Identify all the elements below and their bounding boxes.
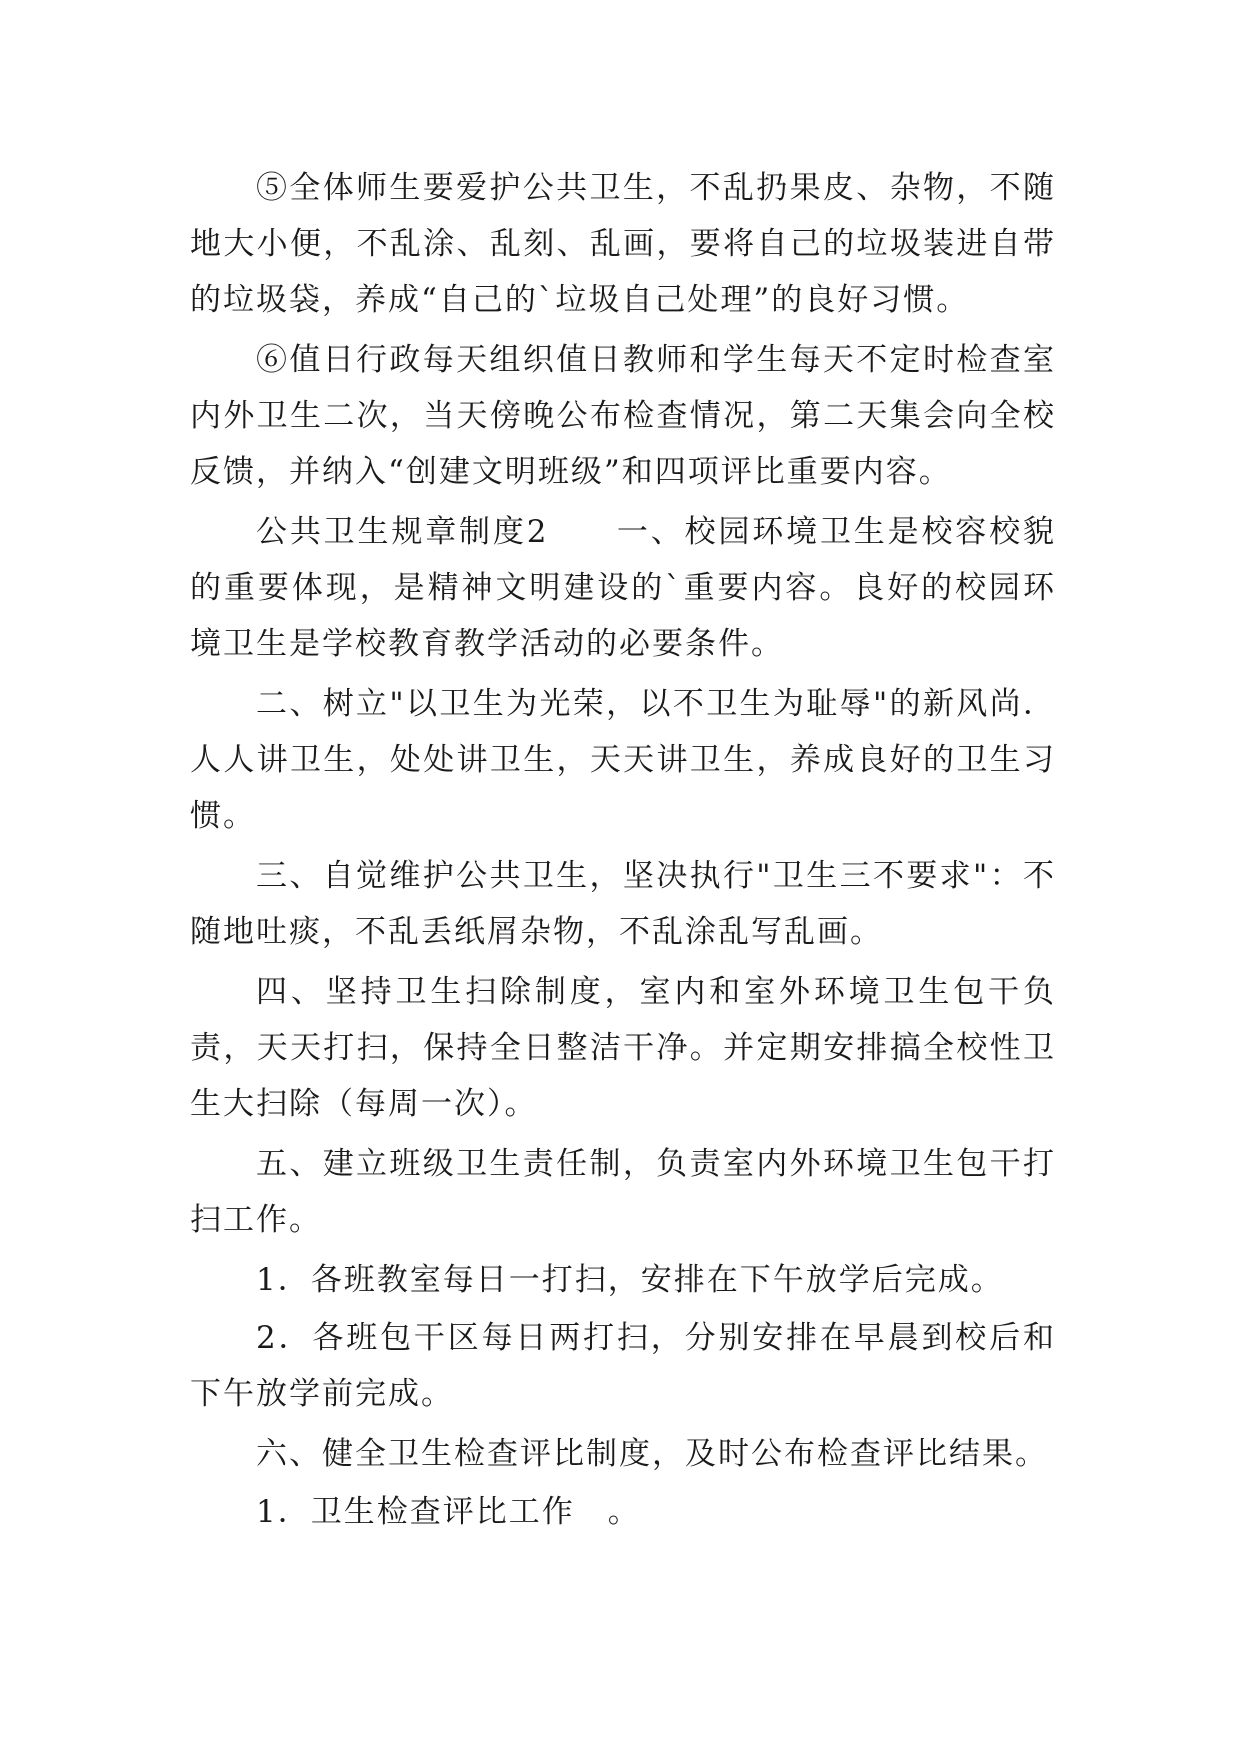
paragraph-section-6: 六、健全卫生检查评比制度，及时公布检查评比结果。 bbox=[256, 1436, 1048, 1472]
paragraph-item-1: 1．各班教室每日一打扫，安排在下午放学后完成。 bbox=[256, 1262, 1004, 1298]
paragraph-regulation-2-intro: 公共卫生规章制度2 一、校园环境卫生是校容校貌的重要体现，是精神文明建设的`重要内容。良好的校园环境卫生是学校教育教学活动的必要条件。 bbox=[190, 514, 1056, 662]
paragraph-rule-6: ⑥值日行政每天组织值日教师和学生每天不定时检查室内外卫生二次，当天傍晚公布检查情况，第二天集会向全校反馈，并纳入“创建文明班级”和四项评比重要内容。 bbox=[190, 342, 1056, 490]
paragraph-section-3: 三、自觉维护公共卫生，坚决执行"卫生三不要求"：不随地吐痰，不乱丢纸屑杂物，不乱涂乱写乱画。 bbox=[190, 858, 1056, 950]
paragraph-section-2: 二、树立"以卫生为光荣，以不卫生为耻辱"的新风尚．人人讲卫生，处处讲卫生，天天讲卫生，养成良好的卫生习惯。 bbox=[190, 686, 1056, 834]
paragraph-section-6-item-1: 1．卫生检查评比工作 。 bbox=[256, 1494, 641, 1530]
document-body bbox=[190, 160, 1056, 1544]
paragraph-rule-5: ⑤全体师生要爱护公共卫生，不乱扔果皮、杂物，不随地大小便，不乱涂、乱刻、乱画，要将自己的垃圾装进自带的垃圾袋，养成“自己的`垃圾自己处理”的良好习惯。 bbox=[190, 170, 1056, 318]
paragraph-item-2: 2．各班包干区每日两打扫，分别安排在早晨到校后和下午放学前完成。 bbox=[190, 1320, 1056, 1412]
paragraph-section-5: 五、建立班级卫生责任制，负责室内外环境卫生包干打扫工作。 bbox=[190, 1146, 1056, 1238]
paragraph-section-4: 四、坚持卫生扫除制度，室内和室外环境卫生包干负责，天天打扫，保持全日整洁干净。并定期安排搞全校性卫生大扫除（每周一次）。 bbox=[190, 974, 1056, 1122]
